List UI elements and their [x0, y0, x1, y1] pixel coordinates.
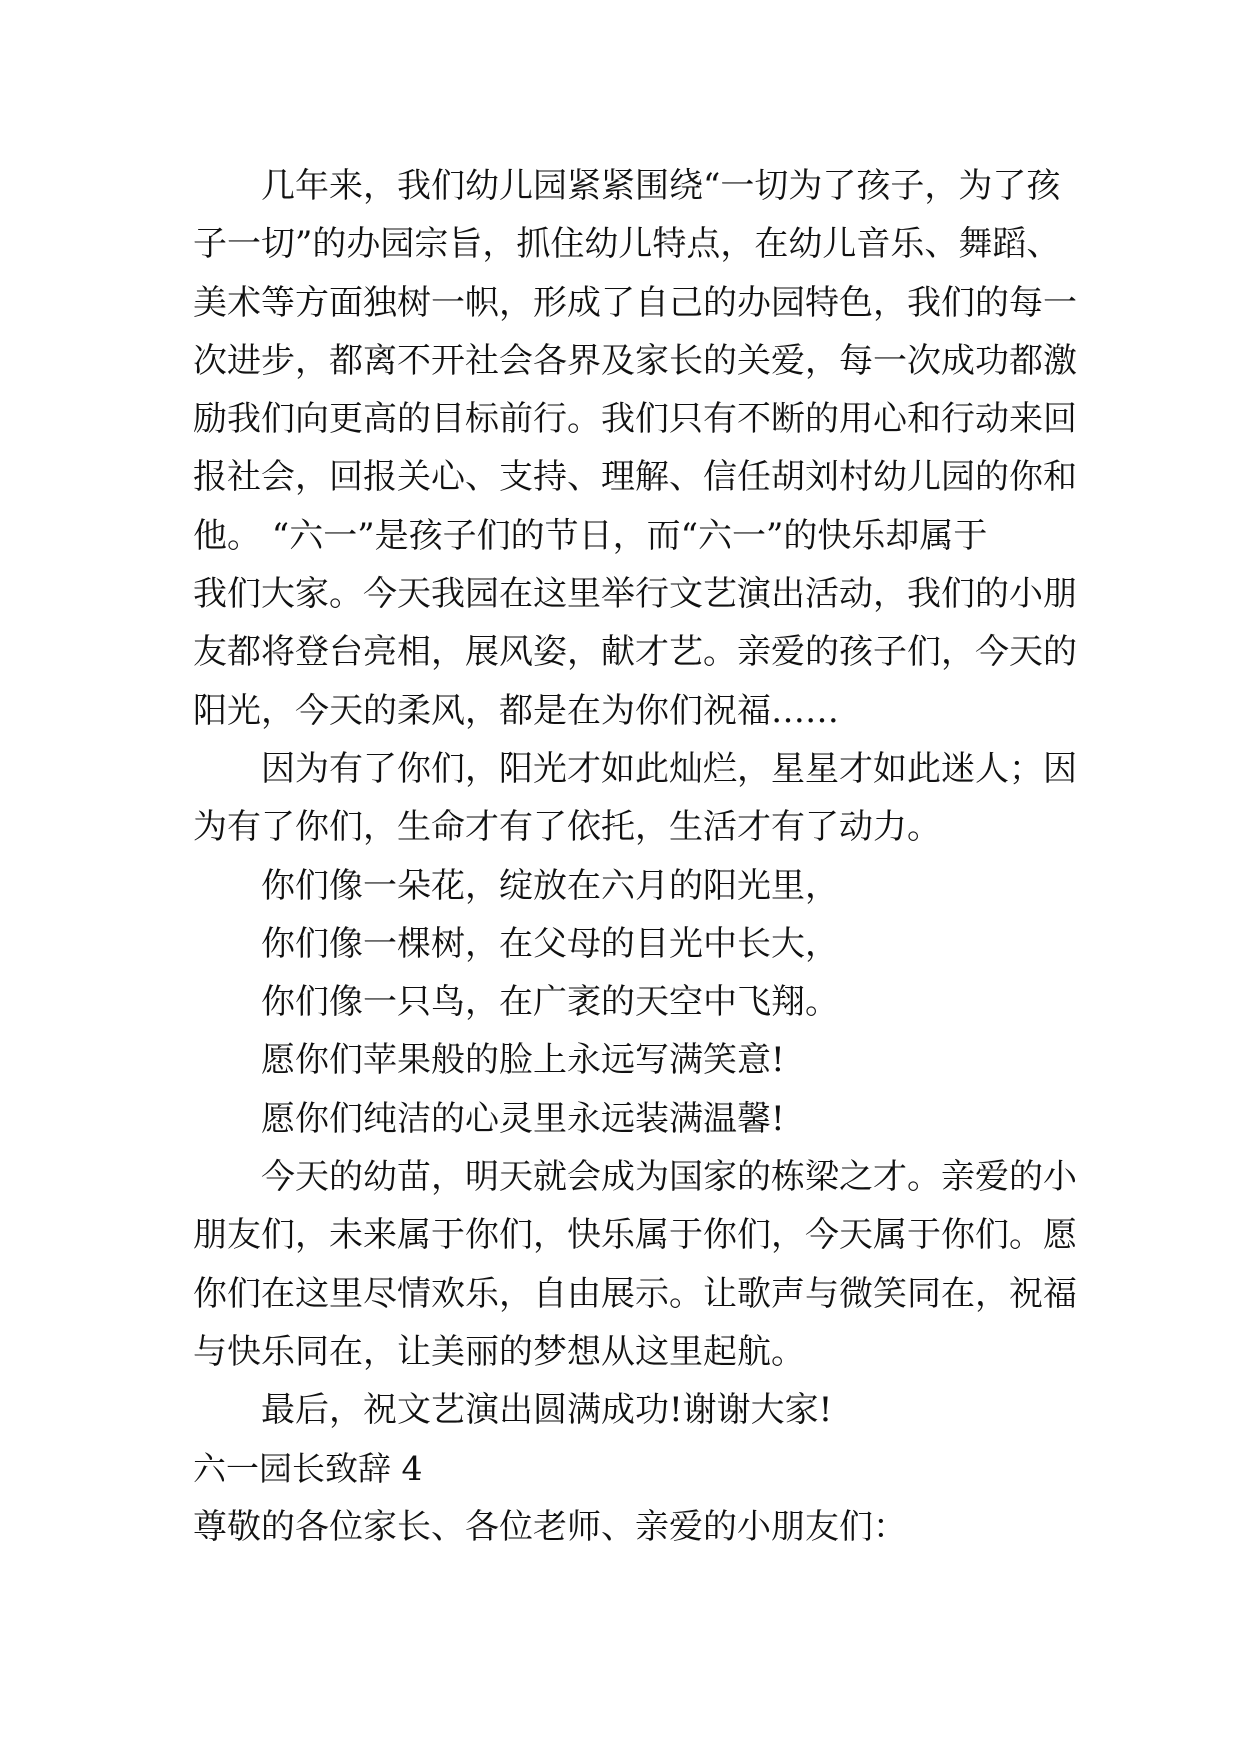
paragraph-line: 次进步，都离不开社会各界及家长的关爱，每一次成功都激 — [193, 340, 1077, 381]
paragraph-line: 你们在这里尽情欢乐，自由展示。让歌声与微笑同在，祝福 — [193, 1273, 1077, 1314]
wish-line: 愿你们纯洁的心灵里永远装满温馨! — [261, 1098, 785, 1139]
poem-line: 你们像一只鸟，在广袤的天空中飞翔。 — [261, 982, 839, 1023]
document-body — [193, 157, 1083, 1556]
paragraph-line: 美术等方面独树一帜，形成了自己的办园特色，我们的每一 — [193, 282, 1077, 323]
paragraph-line: 子一切”的办园宗旨，抓住幼儿特点，在幼儿音乐、舞蹈、 — [193, 224, 1061, 265]
paragraph-line: 友都将登台亮相，展风姿，献才艺。亲爱的孩子们，今天的 — [193, 632, 1077, 673]
salutation-line: 尊敬的各位家长、各位老师、亲爱的小朋友们： — [193, 1506, 907, 1547]
paragraph-line: 今天的幼苗，明天就会成为国家的栋梁之才。亲爱的小 — [261, 1157, 1077, 1198]
paragraph-line: 我们大家。今天我园在这里举行文艺演出活动，我们的小朋 — [193, 574, 1077, 615]
wish-line: 愿你们苹果般的脸上永远写满笑意! — [261, 1040, 785, 1081]
paragraph-line: 因为有了你们，阳光才如此灿烂，星星才如此迷人；因 — [261, 748, 1077, 789]
paragraph-line: 几年来，我们幼儿园紧紧围绕“一切为了孩子，为了孩 — [261, 166, 1061, 206]
paragraph-line: 他。 “六一”是孩子们的节日，而“六一”的快乐却属于 — [193, 515, 988, 556]
section-heading: 六一园长致辞 4 — [193, 1448, 423, 1488]
paragraph-line: 报社会，回报关心、支持、理解、信任胡刘村幼儿园的你和 — [193, 457, 1077, 498]
poem-line: 你们像一棵树，在父母的目光中长大， — [261, 923, 839, 964]
paragraph-line: 为有了你们，生命才有了依托，生活才有了动力。 — [193, 807, 941, 848]
paragraph-line: 励我们向更高的目标前行。我们只有不断的用心和行动来回 — [193, 399, 1077, 440]
poem-line: 你们像一朵花，绽放在六月的阳光里， — [261, 865, 839, 906]
closing-line: 最后，祝文艺演出圆满成功!谢谢大家! — [261, 1390, 833, 1431]
paragraph-line: 朋友们，未来属于你们，快乐属于你们，今天属于你们。愿 — [193, 1215, 1077, 1256]
paragraph-line: 与快乐同在，让美丽的梦想从这里起航。 — [193, 1331, 805, 1372]
paragraph-line: 阳光，今天的柔风，都是在为你们祝福…… — [193, 690, 839, 731]
